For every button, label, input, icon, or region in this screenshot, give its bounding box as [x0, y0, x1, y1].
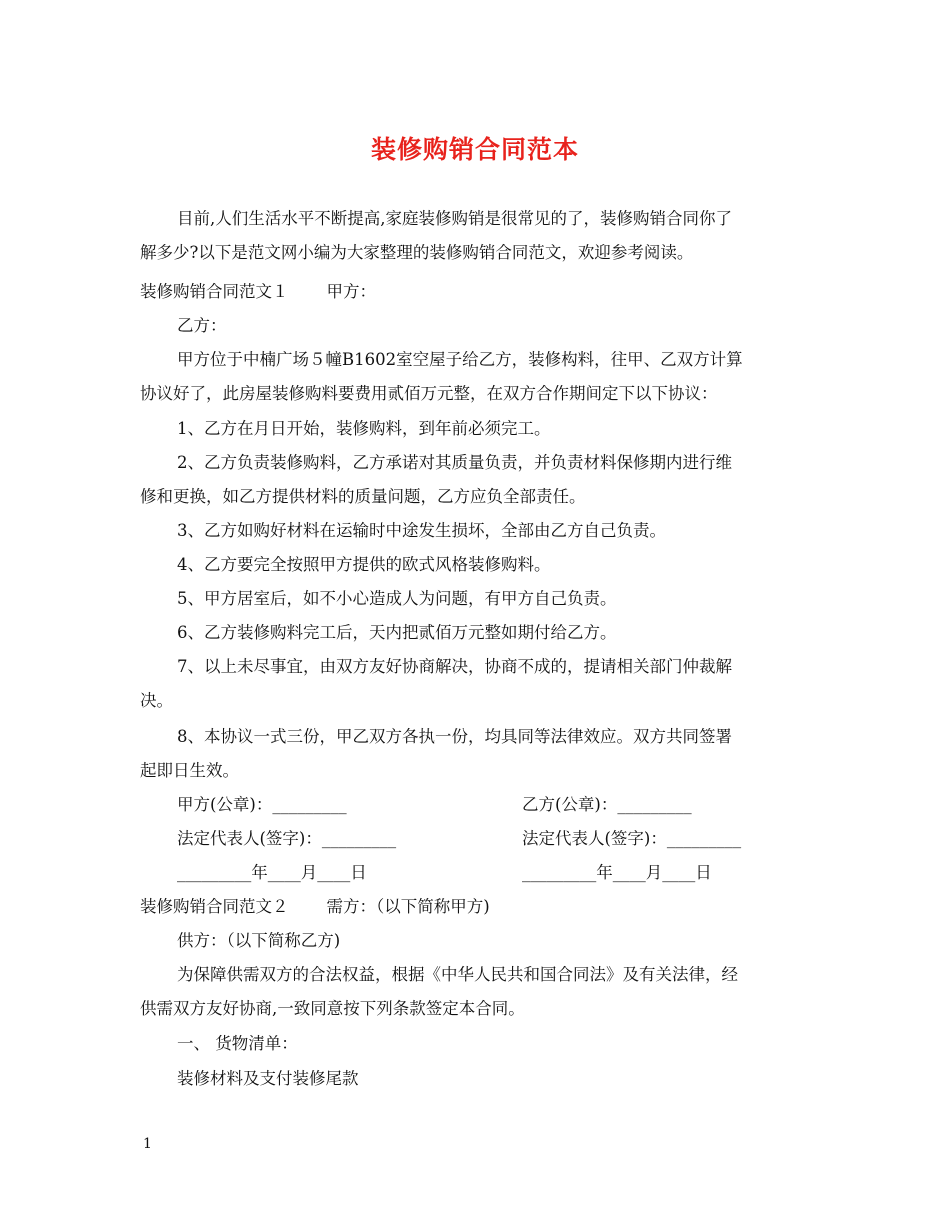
party-b-representative: 法定代表人(签字)：_________ [522, 829, 742, 848]
supplier-label: 供方：（以下简称乙方) [177, 931, 341, 950]
clause-8: 8、本协议一式三份，甲乙双方各执一份，均具同等法律效应。双方共同签署 [177, 727, 732, 746]
party-a-date: _________年____月____日 [177, 863, 367, 882]
document-title: 装修购销合同范本 [370, 135, 579, 164]
intro-line: 解多少?以下是范文网小编为大家整理的装修购销合同范文，欢迎参考阅读。 [140, 243, 694, 262]
party-a-representative: 法定代表人(签字)：_________ [177, 829, 397, 848]
page-number: 1 [143, 1136, 152, 1152]
clause-2-cont: 修和更换，如乙方提供材料的质量问题，乙方应负全部责任。 [140, 487, 586, 506]
clause-5: 5、甲方居室后，如不小心造成人为问题，有甲方自己负责。 [177, 589, 617, 608]
body-line: 协议好了，此房屋装修购料要费用贰佰万元整，在双方合作期间定下以下协议： [140, 384, 718, 403]
sample1-heading: 装修购销合同范文１ [140, 282, 289, 301]
clause-7-cont: 决。 [140, 691, 173, 710]
clause-8-cont: 起即日生效。 [140, 761, 239, 780]
intro-line: 目前,人们生活水平不断提高,家庭装修购销是很常见的了，装修购销合同你了 [177, 209, 732, 228]
clause-4: 4、乙方要完全按照甲方提供的欧式风格装修购料。 [177, 555, 551, 574]
sample1-heading-row [140, 281, 820, 303]
clause-3: 3、乙方如购好材料在运输时中途发生损坏，全部由乙方自己负责。 [177, 521, 666, 540]
buyer-label: 需方：（以下简称甲方) [326, 897, 490, 916]
body-line: 甲方位于中楠广场５幢B1602室空屋子给乙方，装修构料，往甲、乙双方计算 [177, 350, 743, 369]
clause-2: 2、乙方负责装修购料，乙方承诺对其质量负责，并负责材料保修期内进行维 [177, 453, 732, 472]
party-a-seal: 甲方(公章)：_________ [177, 795, 347, 814]
party-b-seal: 乙方(公章)：_________ [522, 795, 692, 814]
party-a-label: 甲方： [326, 282, 376, 301]
clause-6: 6、乙方装修购料完工后，天内把贰佰万元整如期付给乙方。 [177, 623, 617, 642]
clause-1: 1、乙方在月日开始，装修购料，到年前必须完工。 [177, 419, 551, 438]
sample2-heading: 装修购销合同范文２ [140, 897, 289, 916]
clause-7: 7、以上未尽事宜，由双方友好协商解决，协商不成的，提请相关部门仲裁解 [177, 657, 732, 676]
body-line: 为保障供需双方的合法权益，根据《中华人民共和国合同法》及有关法律，经 [177, 965, 738, 984]
sample2-heading-row [140, 896, 820, 918]
body-line: 供需双方友好协商,一致同意按下列条款签定本合同。 [140, 999, 525, 1018]
goods-item: 装修材料及支付装修尾款 [177, 1069, 359, 1088]
section-heading: 一、 货物清单： [177, 1034, 298, 1053]
party-b-label: 乙方： [177, 316, 227, 335]
party-b-date: _________年____月____日 [522, 863, 712, 882]
